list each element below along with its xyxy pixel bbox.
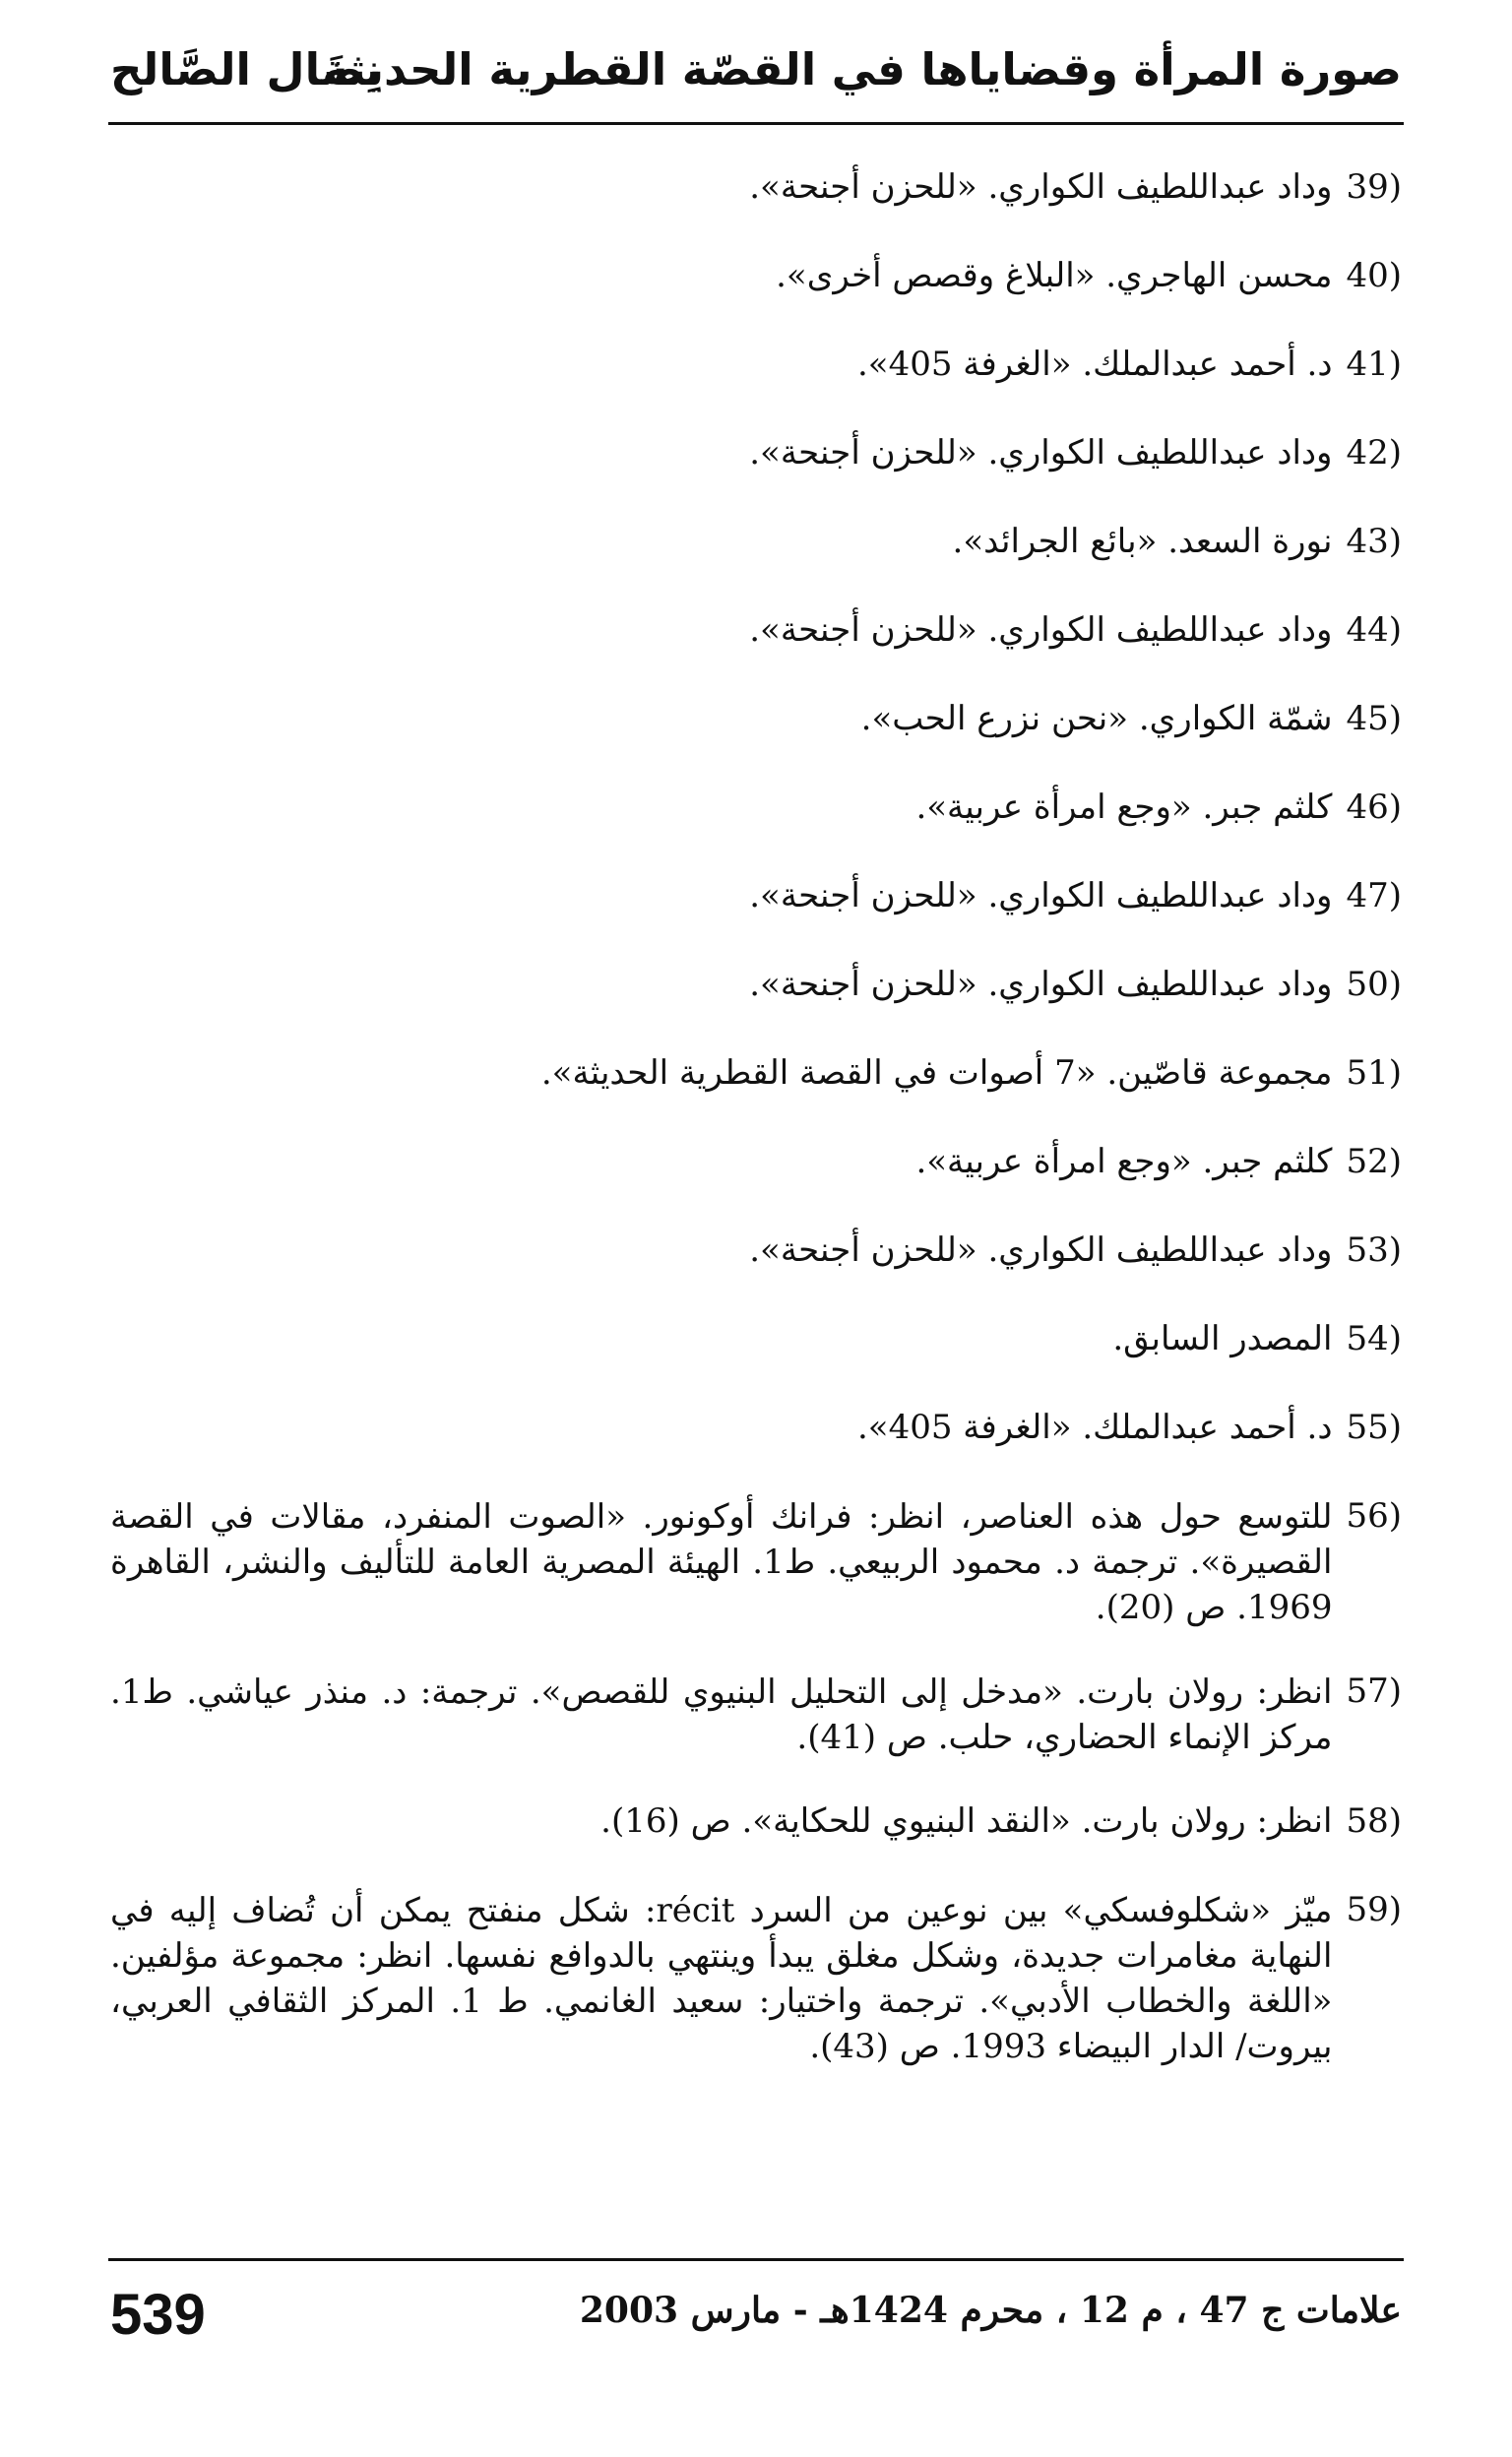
endnote-text: د. أحمد عبدالملك. «الغرفة 405». — [856, 345, 1333, 384]
article-title: صورة المرأة وقضاياها في القصّة القطرية الحديثة — [322, 43, 1402, 95]
endnote-44 — [110, 608, 1402, 652]
endnote-number: 57) — [1346, 1671, 1402, 1711]
endnote-number: 58) — [1346, 1801, 1402, 1841]
endnote-54 — [110, 1317, 1402, 1360]
endnote-text: د. أحمد عبدالملك. «الغرفة 405». — [856, 1408, 1333, 1447]
endnote-text: كلثم جبر. «وجع امرأة عربية». — [915, 1142, 1333, 1181]
endnote-number: 41) — [1346, 345, 1402, 384]
endnote-number: 55) — [1346, 1408, 1402, 1447]
endnote-text: مجموعة قاصّين. «7 أصوات في القصة القطرية الحديثة». — [540, 1053, 1333, 1093]
endnote-41 — [110, 343, 1402, 386]
endnote-47 — [110, 874, 1402, 917]
endnote-42 — [110, 431, 1402, 474]
endnote-text: للتوسع حول هذه العناصر، انظر: فرانك أوكونور. «الصوت المنفرد، مقالات في القصة القصيرة». ترجمة د. محمود الربيعي. ط1. الهيئة المصرية العامة للتأليف والنشر، القاهرة 1969. ص (20). — [110, 1497, 1333, 1627]
journal-issue-info: علامات ج 47 ، م 12 ، محرم 1424هـ - مارس 2003 — [579, 2290, 1402, 2331]
endnote-text: انظر: رولان بارت. «مدخل إلى التحليل البنيوي للقصص». ترجمة: د. منذر عياشي. ط1. مركز الإنماء الحضاري، حلب. ص (41). — [110, 1672, 1333, 1757]
endnote-59 — [110, 1888, 1402, 2069]
author-name: نِضَال الصَّالح — [110, 43, 382, 95]
endnote-text: المصدر السابق. — [1112, 1319, 1333, 1358]
endnote-number: 50) — [1346, 965, 1402, 1004]
endnote-number: 59) — [1346, 1890, 1402, 1929]
endnote-text: وداد عبداللطيف الكواري. «للحزن أجنحة». — [749, 433, 1333, 472]
endnote-text: وداد عبداللطيف الكواري. «للحزن أجنحة». — [749, 876, 1333, 915]
page-number: 539 — [110, 2283, 206, 2347]
endnote-text: وداد عبداللطيف الكواري. «للحزن أجنحة». — [749, 965, 1333, 1004]
endnote-text: وداد عبداللطيف الكواري. «للحزن أجنحة». — [749, 610, 1333, 650]
endnote-number: 44) — [1346, 610, 1402, 650]
endnote-number: 40) — [1346, 256, 1402, 295]
endnote-43 — [110, 520, 1402, 563]
footer-rule — [108, 2258, 1404, 2261]
running-header — [110, 43, 1402, 122]
endnote-number: 42) — [1346, 433, 1402, 472]
endnote-text: محسن الهاجري. «البلاغ وقصص أخرى». — [776, 256, 1333, 295]
endnote-number: 54) — [1346, 1319, 1402, 1358]
endnote-53 — [110, 1228, 1402, 1272]
endnote-51 — [110, 1051, 1402, 1095]
endnote-46 — [110, 786, 1402, 829]
endnote-56 — [110, 1494, 1402, 1630]
endnote-text: انظر: رولان بارت. «النقد البنيوي للحكاية». ص (16). — [600, 1801, 1333, 1841]
endnote-text: وداد عبداللطيف الكواري. «للحزن أجنحة». — [749, 167, 1333, 207]
endnote-number: 52) — [1346, 1142, 1402, 1181]
endnote-50 — [110, 963, 1402, 1006]
endnote-39 — [110, 165, 1402, 209]
endnotes-list — [110, 165, 1402, 2109]
endnote-text: نورة السعد. «بائع الجرائد». — [952, 522, 1333, 561]
endnote-number: 56) — [1346, 1496, 1402, 1536]
endnote-55 — [110, 1406, 1402, 1449]
endnote-45 — [110, 697, 1402, 740]
endnote-text: كلثم جبر. «وجع امرأة عربية». — [915, 788, 1333, 827]
header-rule — [108, 122, 1404, 125]
endnote-text: شمّة الكواري. «نحن نزرع الحب». — [860, 699, 1333, 738]
endnote-text: ميّز «شكلوفسكي» بين نوعين من السرد récit: شكل منفتح يمكن أن تُضاف إليه في النهاية مغامرات جديدة، وشكل مغلق يبدأ وينتهي بالدوافع نفسها. انظر: مجموعة مؤلفين. «اللغة والخطاب الأدبي». ترجمة واختيار: سعيد الغانمي. ط 1. المركز الثقافي العربي، بيروت/ الدار البيضاء 1993. ص (43). — [110, 1891, 1333, 2066]
endnote-number: 43) — [1346, 522, 1402, 561]
endnote-52 — [110, 1140, 1402, 1183]
endnote-number: 45) — [1346, 699, 1402, 738]
endnote-number: 46) — [1346, 788, 1402, 827]
page-footer — [110, 2282, 1402, 2351]
endnote-40 — [110, 254, 1402, 297]
endnote-number: 47) — [1346, 876, 1402, 915]
endnote-text: وداد عبداللطيف الكواري. «للحزن أجنحة». — [749, 1230, 1333, 1270]
endnote-number: 51) — [1346, 1053, 1402, 1093]
endnote-57 — [110, 1670, 1402, 1760]
endnote-58 — [110, 1799, 1402, 1843]
endnote-number: 53) — [1346, 1230, 1402, 1270]
endnote-number: 39) — [1346, 167, 1402, 207]
